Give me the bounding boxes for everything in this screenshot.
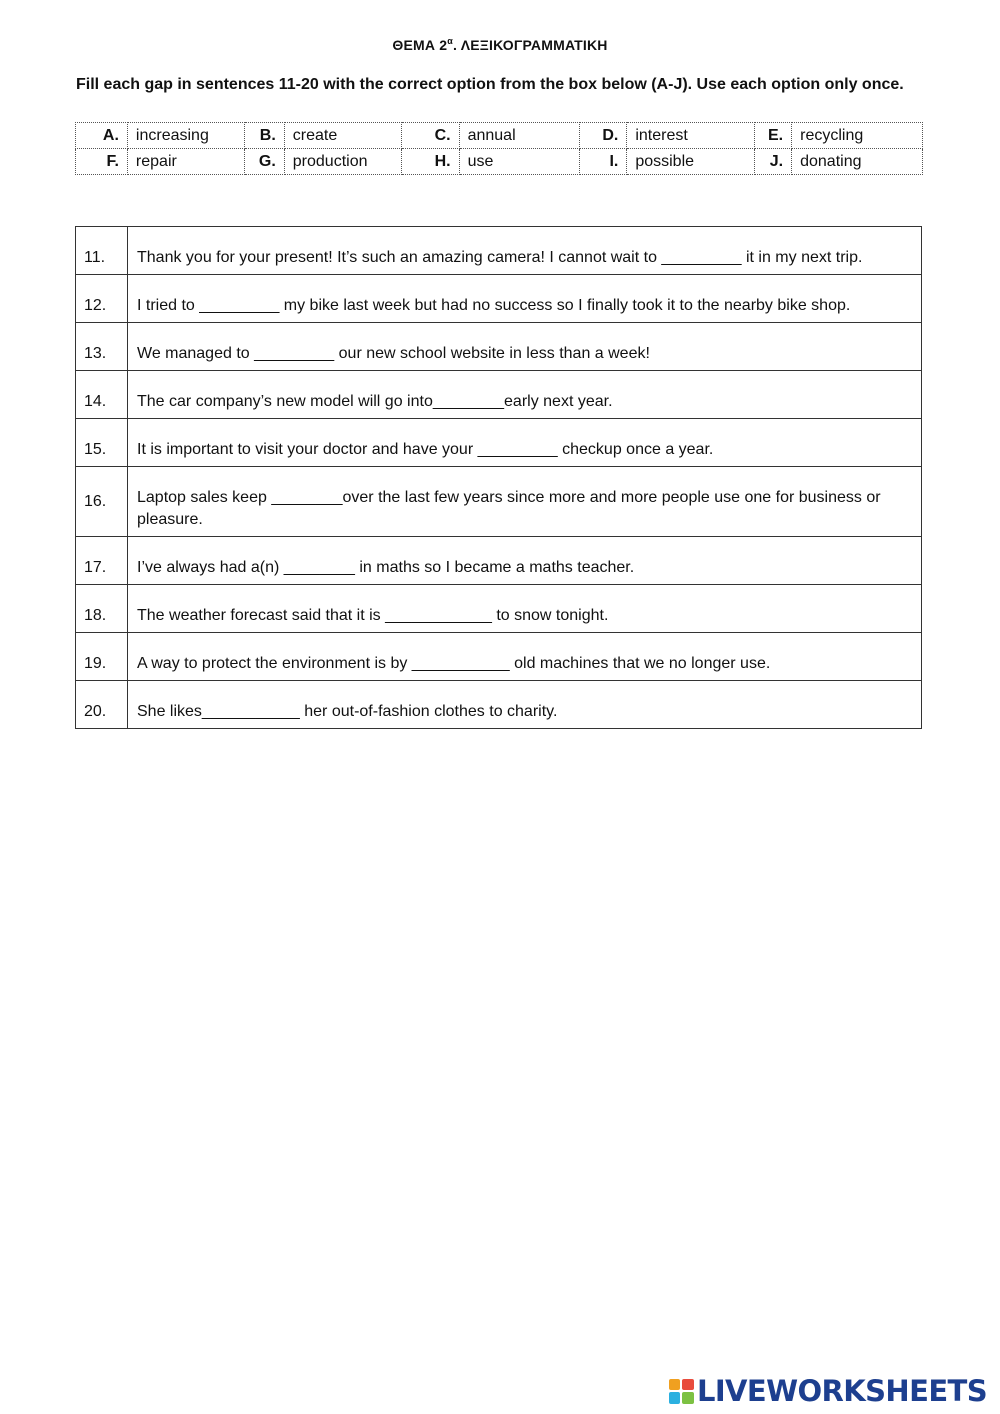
sentence-number: 18. xyxy=(76,585,128,633)
option-letter: A. xyxy=(76,123,128,149)
logo-text: LIVEWORKSHEETS xyxy=(696,1374,987,1408)
option-letter: E. xyxy=(755,123,792,149)
sentence-row xyxy=(76,585,922,633)
liveworksheets-logo xyxy=(669,1374,987,1408)
sentence-number: 13. xyxy=(76,323,128,371)
logo-square xyxy=(682,1379,694,1391)
sentence-text: I tried to _________ my bike last week but had no success so I finally took it to the nearby bike shop. xyxy=(128,275,922,323)
sentences-table xyxy=(75,226,922,729)
sentence-text: The weather forecast said that it is ____________ to snow tonight. xyxy=(128,585,922,633)
option-word: donating xyxy=(792,149,923,175)
sentence-row xyxy=(76,467,922,537)
option-letter: B. xyxy=(244,123,284,149)
sentence-row xyxy=(76,371,922,419)
option-word: use xyxy=(459,149,580,175)
sentence-row xyxy=(76,419,922,467)
options-box xyxy=(75,122,923,175)
option-letter: D. xyxy=(580,123,627,149)
option-word: annual xyxy=(459,123,580,149)
logo-square xyxy=(682,1392,694,1404)
sentence-number: 12. xyxy=(76,275,128,323)
logo-square xyxy=(669,1392,681,1404)
sentence-number: 16. xyxy=(76,467,128,537)
sentence-text: A way to protect the environment is by ___________ old machines that we no longer use. xyxy=(128,633,922,681)
option-word: increasing xyxy=(127,123,244,149)
option-word: possible xyxy=(627,149,755,175)
sentence-number: 14. xyxy=(76,371,128,419)
option-word: production xyxy=(284,149,401,175)
option-letter: G. xyxy=(244,149,284,175)
sentence-row xyxy=(76,681,922,729)
sentence-number: 19. xyxy=(76,633,128,681)
sentence-number: 15. xyxy=(76,419,128,467)
option-letter: H. xyxy=(401,149,459,175)
sentence-row xyxy=(76,633,922,681)
options-row xyxy=(76,123,923,149)
sentence-row xyxy=(76,275,922,323)
sentence-text: She likes___________ her out-of-fashion clothes to charity. xyxy=(128,681,922,729)
option-letter: C. xyxy=(401,123,459,149)
options-row xyxy=(76,149,923,175)
sentence-text: Laptop sales keep ________over the last few years since more and more people use one for business or pleasure. xyxy=(128,467,922,537)
option-word: interest xyxy=(627,123,755,149)
sentence-text: The car company’s new model will go into________early next year. xyxy=(128,371,922,419)
instructions: Fill each gap in sentences 11-20 with the correct option from the box below (A-J). Use each option only once. xyxy=(76,76,904,93)
liveworksheets-logo-icon xyxy=(669,1379,694,1404)
option-word: repair xyxy=(127,149,244,175)
logo-square xyxy=(669,1379,681,1391)
option-word: create xyxy=(284,123,401,149)
sentence-text: Thank you for your present! It’s such an amazing camera! I cannot wait to _________ it in my next trip. xyxy=(128,227,922,275)
option-letter: I. xyxy=(580,149,627,175)
sentence-text: It is important to visit your doctor and have your _________ checkup once a year. xyxy=(128,419,922,467)
option-letter: J. xyxy=(755,149,792,175)
title-superscript: α xyxy=(447,36,454,46)
sentence-number: 17. xyxy=(76,537,128,585)
sentence-text: We managed to _________ our new school website in less than a week! xyxy=(128,323,922,371)
sentence-number: 20. xyxy=(76,681,128,729)
page-title: ΘΕΜΑ $2^\alpha$. ΛΕΞΙΚΟΓΡΑΜΜΑΤΙΚΗ xyxy=(392,36,608,53)
option-letter: F. xyxy=(76,149,128,175)
option-word: recycling xyxy=(792,123,923,149)
sentence-text: I’ve always had a(n) ________ in maths so I became a maths teacher. xyxy=(128,537,922,585)
sentence-number: 11. xyxy=(76,227,128,275)
sentence-row xyxy=(76,227,922,275)
sentence-row xyxy=(76,537,922,585)
sentence-row xyxy=(76,323,922,371)
